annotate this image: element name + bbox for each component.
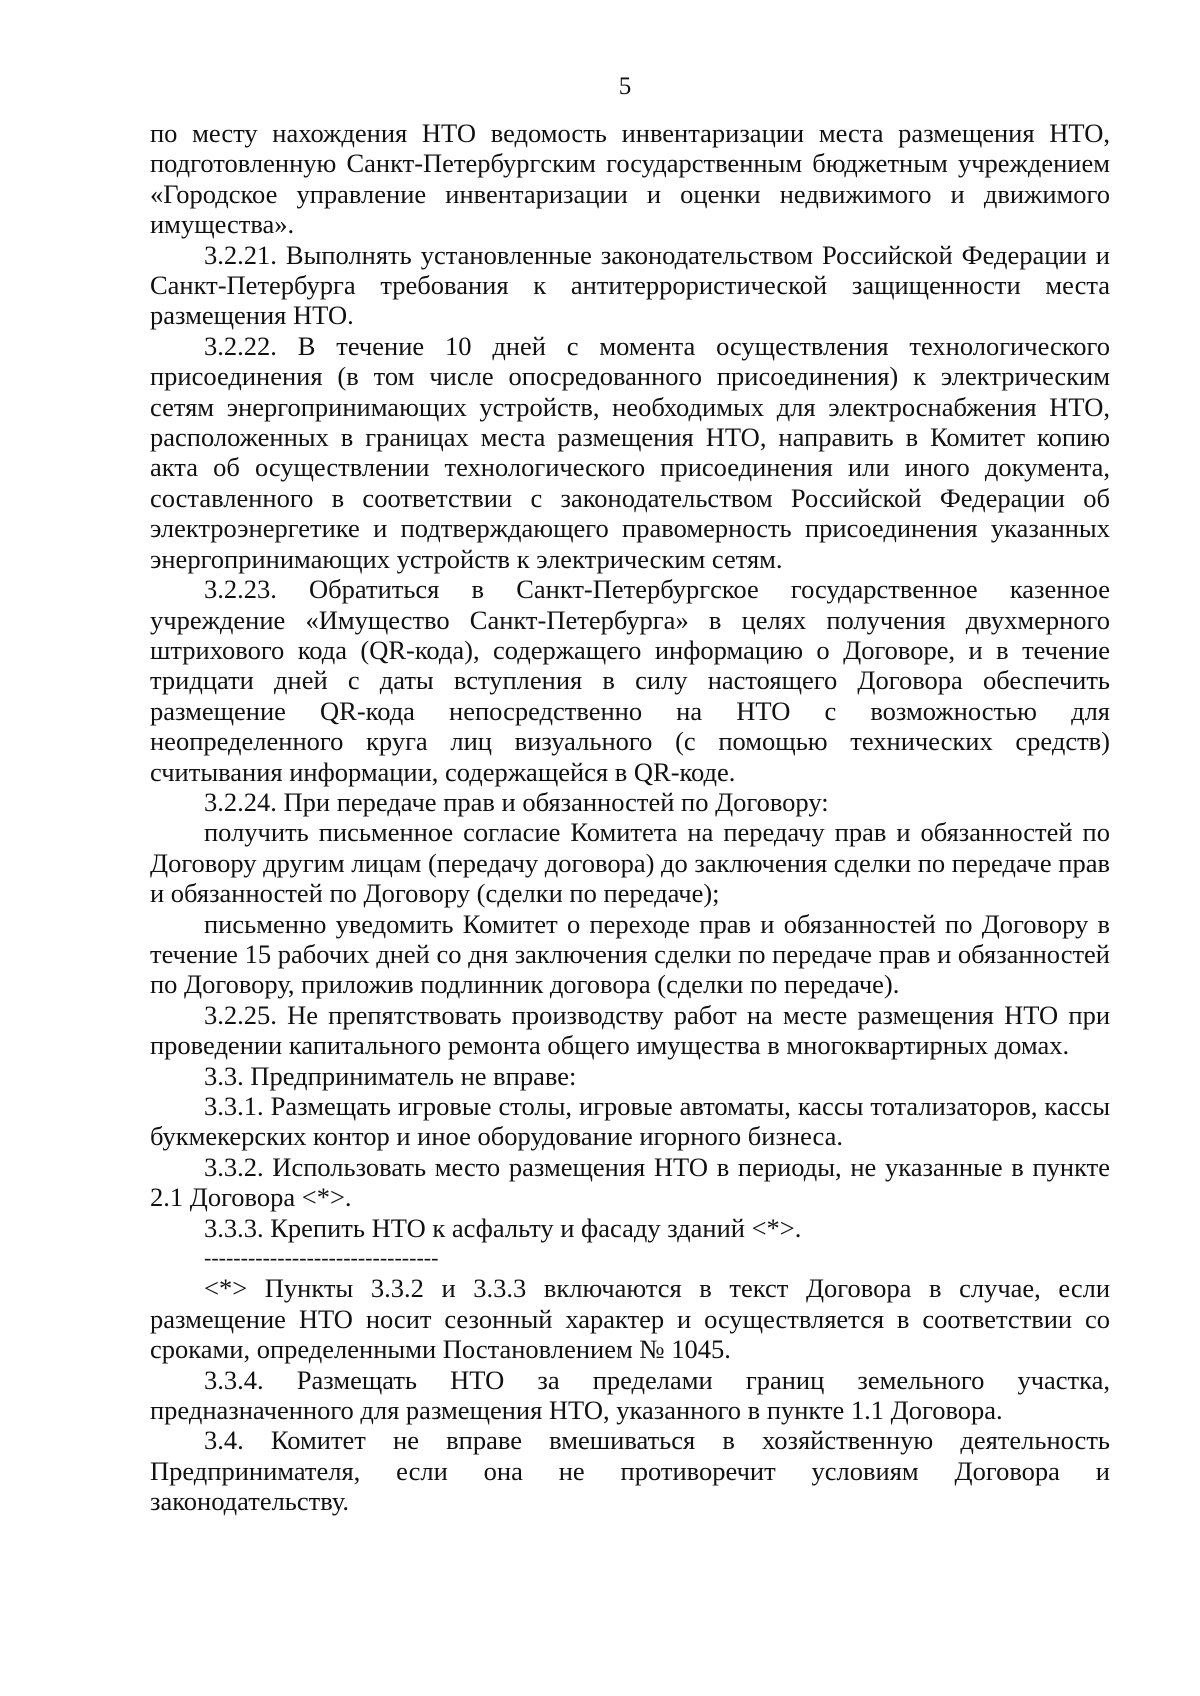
clause-3-3-1: 3.3.1. Размещать игровые столы, игровые автоматы, кассы тотализаторов, кассы букмекерских контор и иное оборудование игорного бизнеса. (150, 1091, 1110, 1152)
clause-3-2-24: 3.2.24. При передаче прав и обязанностей по Договору: (204, 786, 829, 817)
clause-3-2-24-item-1: получить письменное согласие Комитета на передачу прав и обязанностей по Договору другим лицам (передачу договора) до заключения сделки по передаче прав и обязанностей по Договору (сделки по передаче); (150, 817, 1110, 909)
paragraph-continuation: по месту нахождения НТО ведомость инвентаризации места размещения НТО, подготовленную Санкт-Петербургским государственным бюджетным учреждением «Городское управление инвентаризации и оценки недвижимого и движимого имущества». (150, 118, 1110, 240)
clause-3-2-23: 3.2.23. Обратиться в Санкт-Петербургское государственное казенное учреждение «Имущество Санкт-Петербурга» в целях получения двухмерного штрихового кода (QR-кода), содержащего информацию о Договоре, и в течение тридцати дней с даты вступления в силу настоящего Договора обеспечить размещение QR-кода непосредственно на НТО с возможностью для неопределенного круга лиц визуального (с помощью технических средств) считывания информации, содержащейся в QR-коде. (150, 574, 1110, 787)
footnote-separator: -------------------------------- (204, 1245, 439, 1271)
clause-3-3-3: 3.3.3. Крепить НТО к асфальту и фасаду зданий <*>. (204, 1212, 802, 1243)
clause-3-3-4: 3.3.4. Размещать НТО за пределами границ земельного участка, предназначенного для размещения НТО, указанного в пункте 1.1 Договора. (150, 1364, 1110, 1426)
clause-3-2-24-item-2: письменно уведомить Комитет о переходе прав и обязанностей по Договору в течение 15 рабочих дней со дня заключения сделки по передаче прав и обязанностей по Договору, приложив подлинник договора (сделки по передаче). (150, 908, 1110, 1000)
page-number: 5 (618, 73, 632, 100)
document-body (150, 118, 1110, 1517)
clause-3-2-21: 3.2.21. Выполнять установленные законодательством Российской Федерации и Санкт-Петербурга требования к антитеррористической защищенности места размещения НТО. (150, 239, 1110, 331)
clause-3-2-22: 3.2.22. В течение 10 дней с момента осуществления технологического присоединения (в том числе опосредованного присоединения) к электрическим сетям энергопринимающих устройств, необходимых для электроснабжения НТО, расположенных в границах места размещения НТО, направить в Комитет копию акта об осуществлении технологического присоединения или иного документа, составленного в соответствии с законодательством Российской Федерации об электроэнергетике и подтверждающего правомерность присоединения указанных энергопринимающих устройств к электрическим сетям. (150, 330, 1110, 574)
clause-3-3: 3.3. Предприниматель не вправе: (204, 1060, 577, 1091)
clause-3-4: 3.4. Комитет не вправе вмешиваться в хозяйственную деятельность Предпринимателя, если она не противоречит условиям Договора и законодательству. (150, 1425, 1110, 1517)
clause-3-3-2: 3.3.2. Использовать место размещения НТО в периоды, не указанные в пункте 2.1 Договора <*>. (150, 1151, 1110, 1213)
clause-3-2-25: 3.2.25. Не препятствовать производству работ на месте размещения НТО при проведении капитального ремонта общего имущества в многоквартирных домах. (150, 999, 1110, 1061)
footnote-note: <*> Пункты 3.3.2 и 3.3.3 включаются в текст Договора в случае, если размещение НТО носит сезонный характер и осуществляется в соответствии со сроками, определенными Постановлением № 1045. (150, 1273, 1110, 1365)
